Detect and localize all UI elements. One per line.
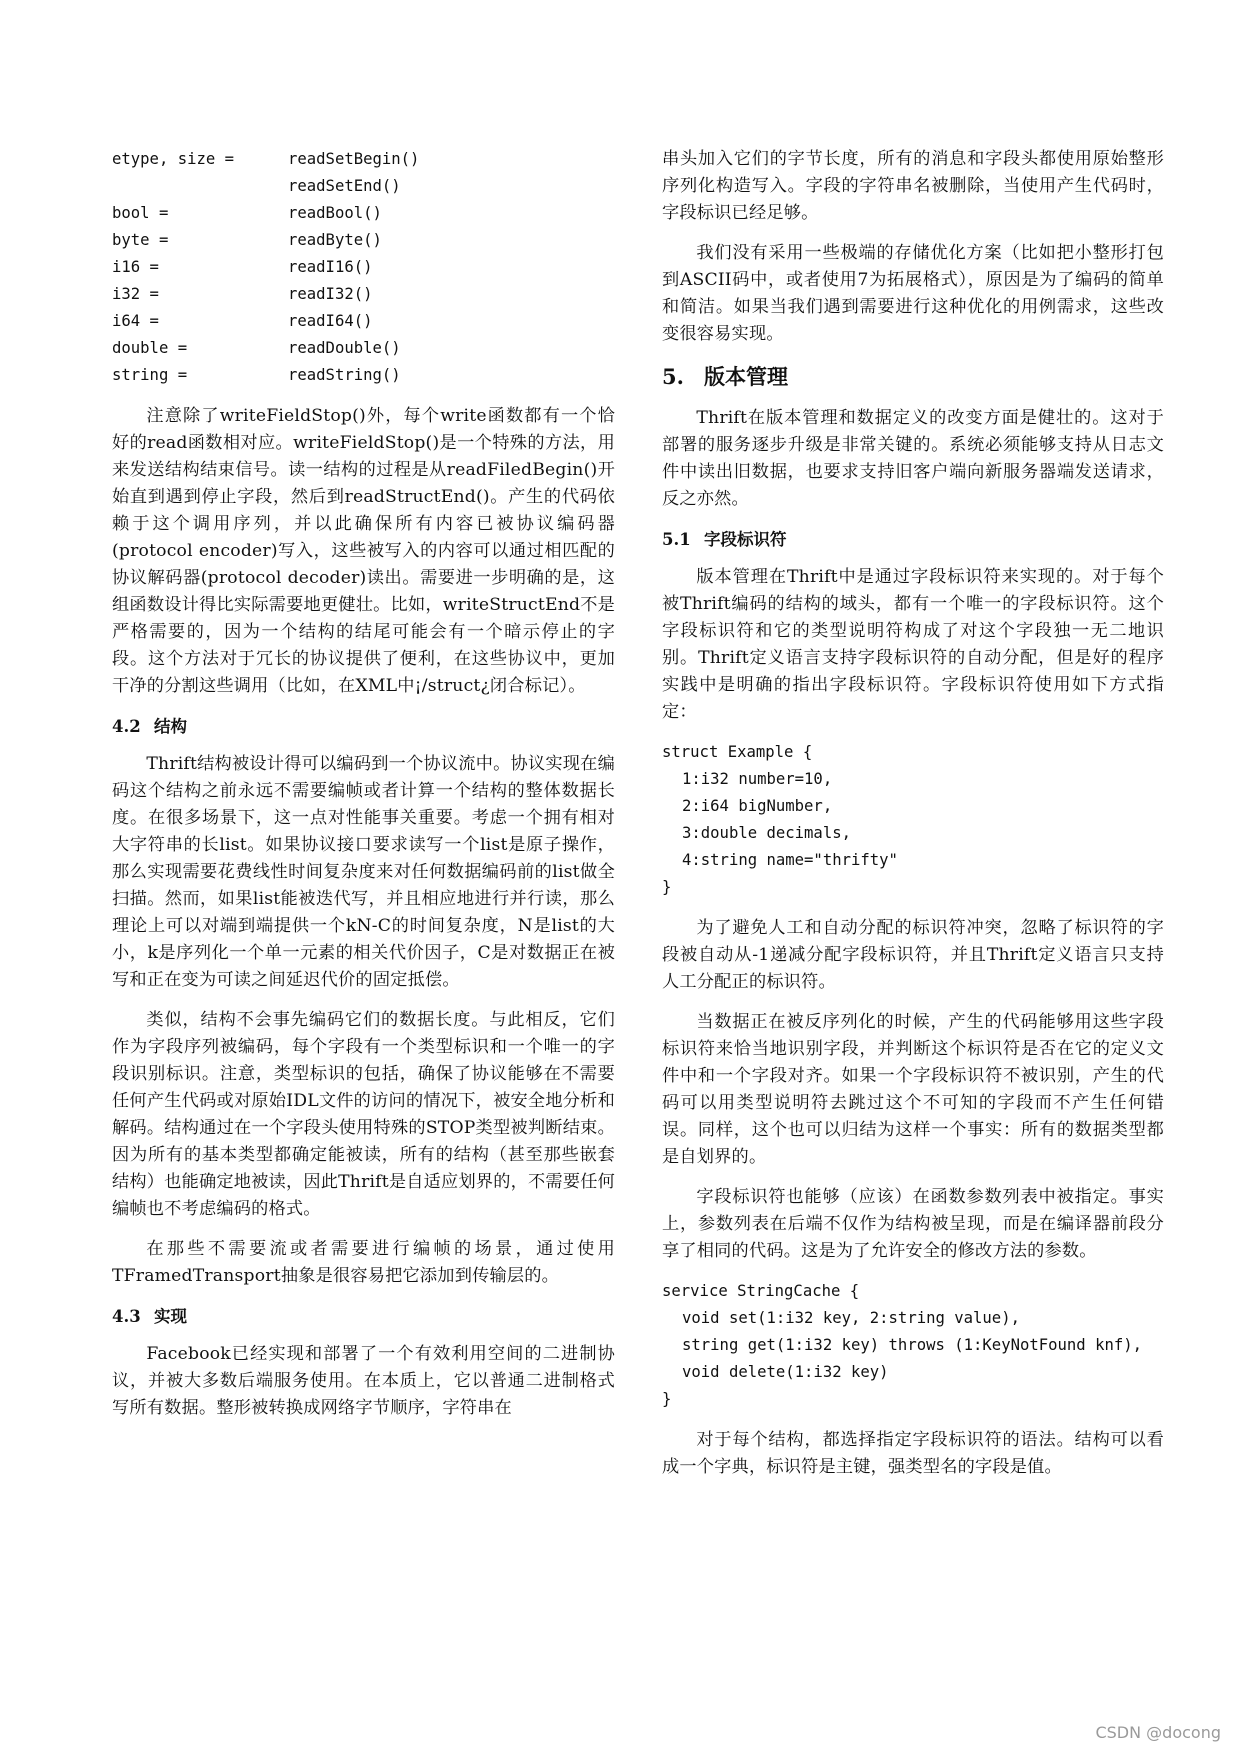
api-row — [112, 227, 615, 254]
api-row — [112, 281, 615, 308]
api-lhs: etype, size = — [112, 150, 235, 168]
api-lhs: byte = — [112, 231, 169, 249]
paragraph-field-identifiers: 版本管理在Thrift中是通过字段标识符来实现的。对于每个被Thrift编码的结构的域头，都有一个唯一的字段标识符。这个字段标识符和它的类型说明符构成了对这个字段独一无二地识别。Thrift定义语言支持字段标识符的自动分配，但是好的程序实践中是明确的指出字段标识符。字段标识符使用如下方式指定： — [662, 567, 1164, 722]
api-row — [112, 335, 615, 362]
right-column — [662, 146, 1164, 1494]
paragraph-argument-lists: 字段标识符也能够（应该）在函数参数列表中被指定。事实上，参数列表在后端不仅作为结构被呈现，而是在编译器前段分享了相同的代码。这是为了允许安全的修改方法的参数。 — [662, 1187, 1164, 1261]
api-lhs: string = — [112, 366, 188, 384]
code-line: } — [662, 878, 672, 896]
api-row — [112, 173, 615, 200]
api-lhs: double = — [112, 339, 188, 357]
section-number: 4.2 — [112, 717, 141, 736]
section-heading-5 — [662, 361, 1164, 393]
api-row — [112, 362, 615, 389]
api-lhs: bool = — [112, 204, 169, 222]
section-number: 5.1 — [662, 530, 691, 549]
code-line: 3:double decimals, — [682, 824, 851, 842]
code-line: service StringCache { — [662, 1282, 860, 1300]
paragraph-framed-transport: 在那些不需要流或者需要进行编帧的场景，通过使用TFramedTransport抽象是很容易把它添加到传输层的。 — [112, 1239, 615, 1286]
api-lhs: i16 = — [112, 258, 159, 276]
code-line: 2:i64 bigNumber, — [682, 797, 833, 815]
paragraph-continued: 串头加入它们的字节长度，所有的消息和字段头都使用原始整形序列化构造写入。字段的字符串名被删除，当使用产生代码时，字段标识已经足够。 — [662, 149, 1164, 223]
api-rhs: readI16() — [288, 258, 373, 276]
paragraph-storage-optimization: 我们没有采用一些极端的存储优化方案（比如把小整形打包到ASCII码中，或者使用7为拓展格式），原因是为了编码的简单和简洁。如果当我们遇到需要进行这种优化的用例需求，这些改变很容易实现。 — [662, 243, 1164, 344]
code-line: string get(1:i32 key) throws (1:KeyNotFound knf), — [682, 1336, 1143, 1354]
watermark: CSDN @docong — [1095, 1723, 1221, 1742]
paragraph-id-conflict: 为了避免人工和自动分配的标识符冲突，忽略了标识符的字段被自动从-1递减分配字段标识符，并且Thrift定义语言只支持人工分配正的标识符。 — [662, 918, 1164, 992]
section-heading-4-3 — [112, 1303, 615, 1331]
api-rhs: readI64() — [288, 312, 373, 330]
code-line: void set(1:i32 key, 2:string value), — [682, 1309, 1020, 1327]
code-line: void delete(1:i32 key) — [682, 1363, 889, 1381]
api-rhs: readSetBegin() — [288, 150, 420, 168]
paragraph-struct-encoding: Thrift结构被设计得可以编码到一个协议流中。协议实现在编码这个结构之前永远不需要编帧或者计算一个结构的整体数据长度。在很多场景下，这一点对性能事关重要。考虑一个拥有相对大字符串的长list。如果协议接口要求读写一个list是原子操作，那么实现需要花费线性时间复杂度来对任何数据编码前的list做全扫描。然而，如果list能被迭代写，并且相应地进行并行读，那么理论上可以对端到端提供一个kN-C的时间复杂度，N是list的大小，k是序列化一个单一元素的相关代价因子，C是对数据正在被写和正在变为可读之间延迟代价的固定抵偿。 — [112, 754, 615, 990]
left-column — [112, 146, 615, 1435]
section-title: 实现 — [154, 1307, 187, 1326]
paragraph-deserialization: 当数据正在被反序列化的时候，产生的代码能够用这些字段标识符来恰当地识别字段，并判断这个标识符是否在它的定义文件中和一个字段对齐。如果一个字段标识符不被识别，产生的代码可以用类型说明符去跳过这个不可知的字段而不产生任何错误。同样，这个也可以归结为这样一个事实：所有的数据类型都是自划界的。 — [662, 1012, 1164, 1167]
code-line: } — [662, 1390, 672, 1408]
code-line: 4:string name="thrifty" — [682, 851, 898, 869]
api-rhs: readDouble() — [288, 339, 401, 357]
paragraph-write-read-note: 注意除了writeFieldStop()外，每个write函数都有一个恰好的read函数相对应。writeFieldStop()是一个特殊的方法，用来发送结构结束信号。读一结构的过程是从readFiledBegin()开始直到遇到停止字段，然后到readStructEnd()。产生的代码依赖于这个调用序列，并以此确保所有内容已被协议编码器(protocol encoder)写入，这些被写入的内容可以通过相匹配的协议解码器(protocol decoder)读出。需要进一步明确的是，这组函数设计得比实际需要地更健壮。比如，writeStructEnd不是严格需要的，因为一个结构的结尾可能会有一个暗示停止的字段。这个方法对于冗长的协议提供了便利，在这些协议中，更加干净的分割这些调用（比如，在XML中¡/struct¿闭合标记）。 — [112, 406, 615, 696]
api-rhs: readSetEnd() — [288, 177, 401, 195]
api-rhs: readBool() — [288, 204, 382, 222]
api-rhs: readByte() — [288, 231, 382, 249]
section-heading-4-2 — [112, 713, 615, 741]
api-lhs — [112, 173, 288, 200]
section-title: 结构 — [154, 717, 187, 736]
api-row — [112, 254, 615, 281]
code-block-service — [662, 1278, 1164, 1413]
code-line: struct Example { — [662, 743, 813, 761]
paragraph-implementation: Facebook已经实现和部署了一个有效利用空间的二进制协议，并被大多数后端服务使用。在本质上，它以普通二进制格式写所有数据。整形被转换成网络字节顺序，字符串在 — [112, 1344, 615, 1418]
code-line: 1:i32 number=10, — [682, 770, 833, 788]
api-row — [112, 146, 615, 173]
section-number: 5. — [662, 364, 684, 389]
paragraph-struct-length: 类似，结构不会事先编码它们的数据长度。与此相反，它们作为字段序列被编码，每个字段有一个类型标识和一个唯一的字段识别标识。注意，类型标识的包括，确保了协议能够在不需要任何产生代码或对原始IDL文件的访问的情况下，被安全地分析和解码。结构通过在一个字段头使用特殊的STOP类型被判断结束。因为所有的基本类型都确定能被读，所有的结构（甚至那些嵌套结构）也能确定地被读，因此Thrift是自适应划界的，不需要任何编帧也不考虑编码的格式。 — [112, 1010, 615, 1219]
section-title: 字段标识符 — [704, 530, 787, 549]
section-title: 版本管理 — [704, 364, 788, 389]
code-block-struct — [662, 739, 1164, 901]
paragraph-dictionary: 对于每个结构，都选择指定字段标识符的语法。结构可以看成一个字典，标识符是主键，强类型名的字段是值。 — [662, 1430, 1164, 1477]
api-lhs: i64 = — [112, 312, 159, 330]
paragraph-versioning: Thrift在版本管理和数据定义的改变方面是健壮的。这对于部署的服务逐步升级是非常关键的。系统必须能够支持从日志文件中读出旧数据，也要求支持旧客户端向新服务器端发送请求，反之亦然。 — [662, 408, 1164, 509]
api-rhs: readI32() — [288, 285, 373, 303]
api-lhs: i32 = — [112, 285, 159, 303]
api-row — [112, 308, 615, 335]
section-heading-5-1 — [662, 526, 1164, 554]
read-api-table — [112, 146, 615, 389]
api-rhs: readString() — [288, 366, 401, 384]
section-number: 4.3 — [112, 1307, 141, 1326]
api-row — [112, 200, 615, 227]
